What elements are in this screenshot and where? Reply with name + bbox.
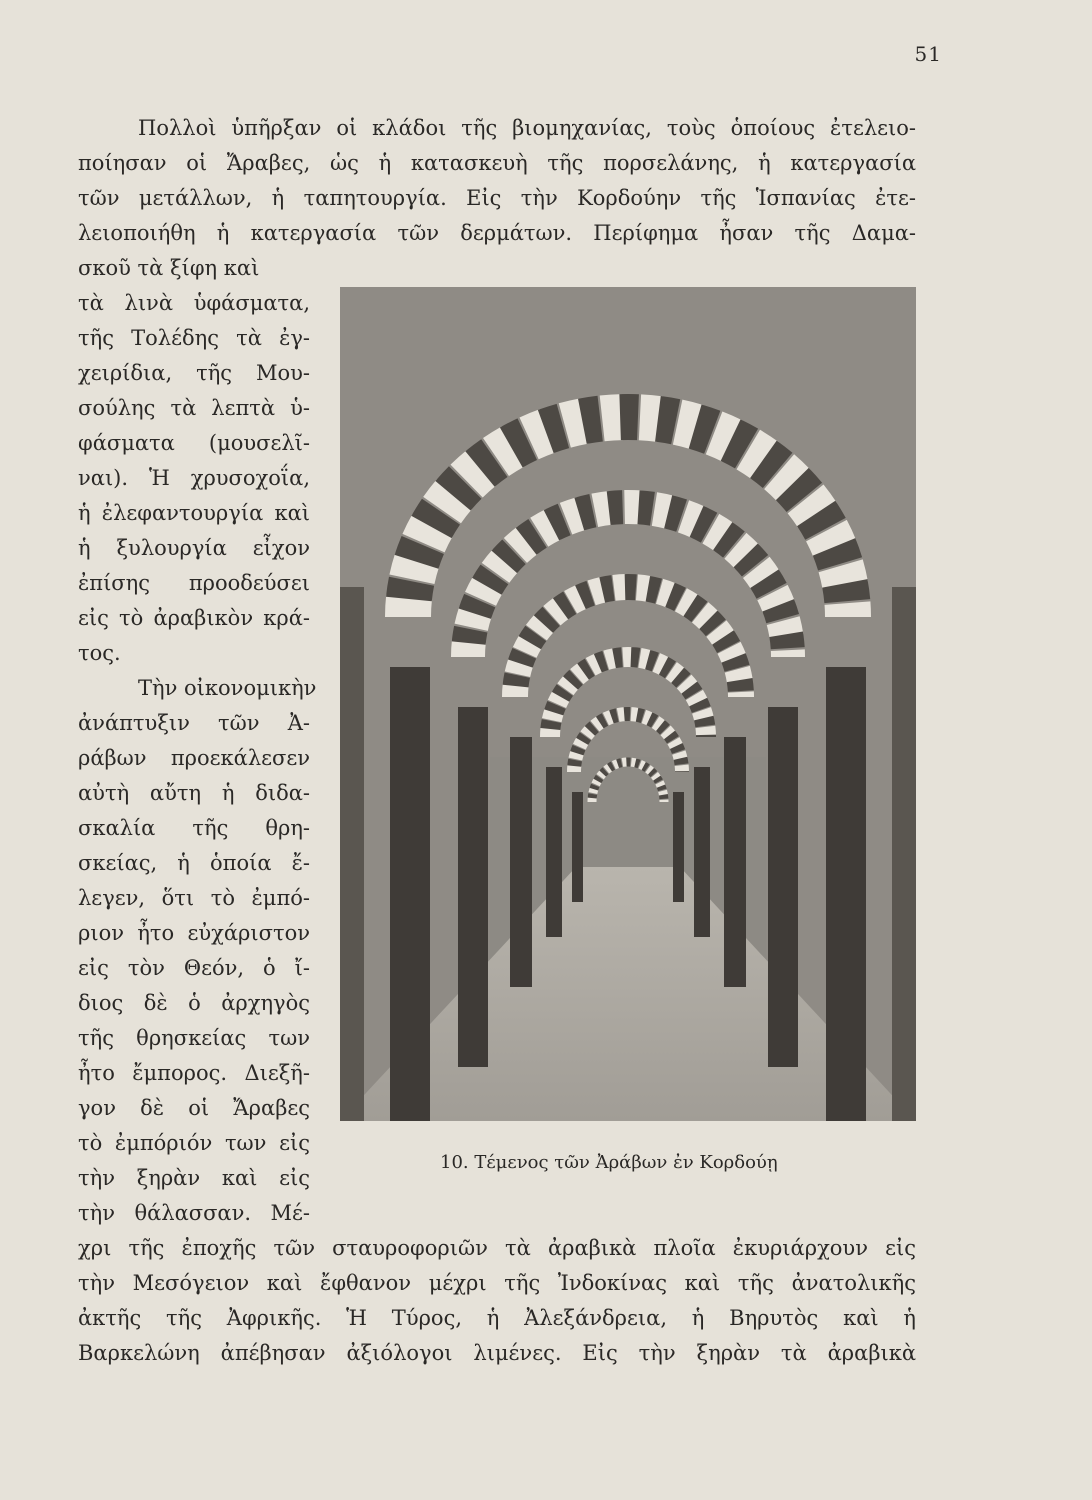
text-line: ἡ ξυλουργία εἶχον: [78, 536, 310, 560]
text-line: ριον ἦτο εὐχάριστον: [78, 921, 310, 945]
mosque-photo: [340, 287, 916, 1121]
text-line: λειοποιήθη ἡ κατεργασία τῶν δερμάτων. Περίφημα ἦσαν τῆς Δαμα-: [78, 221, 916, 245]
text-line: χειρίδια, τῆς Μου-: [78, 361, 310, 385]
page-number: 51: [914, 42, 942, 66]
text-line: διος δὲ ὁ ἀρχηγὸς: [78, 991, 310, 1015]
text-line: φάσματα (μουσελῖ-: [78, 431, 310, 455]
text-line: Πολλοὶ ὑπῆρξαν οἱ κλάδοι τῆς βιομηχανίας, τοὺς ὁποίους ἐτελειο-: [138, 116, 916, 140]
text-line: γον δὲ οἱ Ἄραβες: [78, 1096, 310, 1120]
text-line: τῆς Τολέδης τὰ ἐγ-: [78, 326, 310, 350]
text-line: τὴν θάλασσαν. Μέ-: [78, 1201, 310, 1225]
text-line: αὐτὴ αὔτη ἡ διδα-: [78, 781, 310, 805]
text-line: τος.: [78, 641, 121, 665]
text-line: εἰς τὸ ἀραβικὸν κρά-: [78, 606, 310, 630]
text-line: τῶν μετάλλων, ἡ ταπητουργία. Εἰς τὴν Κορδούην τῆς Ἱσπανίας ἐτε-: [78, 186, 916, 210]
text-line: ἦτο ἔμπορος. Διεξῆ-: [78, 1061, 310, 1085]
text-line: σκαλία τῆς θρη-: [78, 816, 310, 840]
text-line: ναι). Ἡ χρυσοχοΐα,: [78, 466, 310, 490]
text-line: χρι τῆς ἐποχῆς τῶν σταυροφοριῶν τὰ ἀραβικὰ πλοῖα ἐκυριάρχουν εἰς: [78, 1236, 916, 1260]
text-line: σκείας, ἡ ὁποία ἔ-: [78, 851, 310, 875]
text-line: ἀκτῆς τῆς Ἀφρικῆς. Ἡ Τύρος, ἡ Ἀλεξάνδρεια, ἡ Βηρυτὸς καὶ ἡ: [78, 1306, 916, 1330]
text-line: ἡ ἐλεφαντουργία καὶ: [78, 501, 310, 525]
text-line: τὴν Μεσόγειον καὶ ἔφθανον μέχρι τῆς Ἰνδοκίνας καὶ τῆς ἀνατολικῆς: [78, 1271, 916, 1295]
text-line: τὴν ξηρὰν καὶ εἰς: [78, 1166, 310, 1190]
text-line: σούλης τὰ λεπτὰ ὑ-: [78, 396, 310, 420]
figure-caption: 10. Τέμενος τῶν Ἀράβων ἐν Κορδούῃ: [440, 1152, 778, 1173]
text-line: εἰς τὸν Θεόν, ὁ ἴ-: [78, 956, 310, 980]
text-line: Βαρκελώνη ἀπέβησαν ἀξιόλογοι λιμένες. Εἰς τὴν ξηρὰν τὰ ἀραβικὰ: [78, 1341, 916, 1365]
text-line: τὸ ἐμπόριόν των εἰς: [78, 1131, 310, 1155]
text-line: τῆς θρησκείας των: [78, 1026, 310, 1050]
text-line: ἐπίσης προοδεύσει: [78, 571, 310, 595]
text-line: Τὴν οἰκονομικὴν: [138, 676, 317, 700]
text-line: ποίησαν οἱ Ἄραβες, ὡς ἡ κατασκευὴ τῆς πορσελάνης, ἡ κατεργασία: [78, 151, 916, 175]
text-line: ἀνάπτυξιν τῶν Ἀ-: [78, 711, 310, 735]
text-line: τὰ λινὰ ὑφάσματα,: [78, 291, 310, 315]
text-line: ράβων προεκάλεσεν: [78, 746, 310, 770]
text-line: σκοῦ τὰ ξίφη καὶ: [78, 256, 260, 280]
text-line: λεγεν, ὅτι τὸ ἐμπό-: [78, 886, 310, 910]
